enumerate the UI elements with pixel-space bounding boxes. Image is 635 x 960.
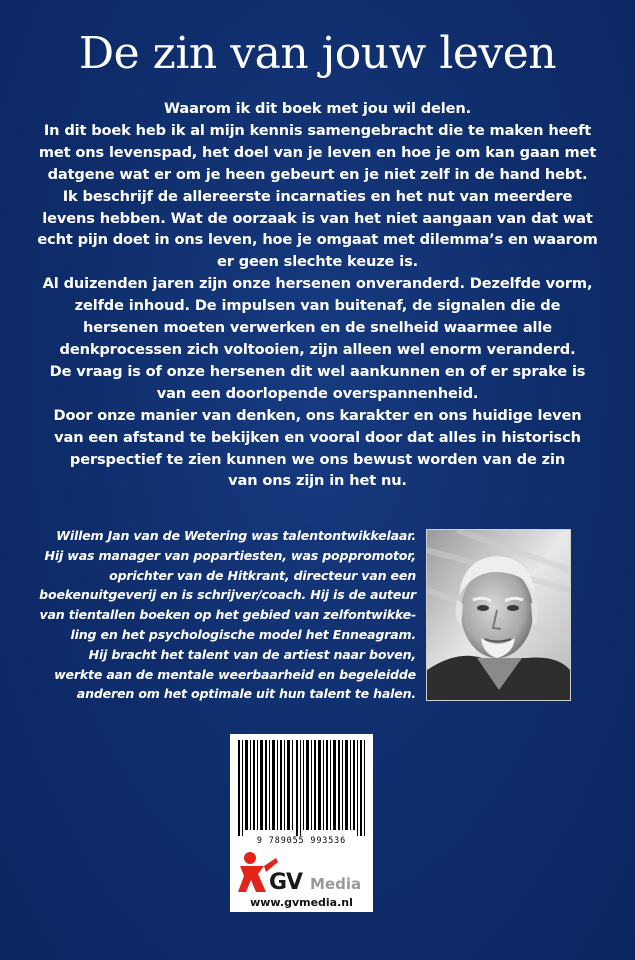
bio-line: Hij was manager van popartiesten, was poppromotor, [44, 547, 416, 563]
author-bio [36, 526, 416, 704]
blurb-line: er geen slechte keuze is. [216, 253, 419, 271]
publisher-logo [236, 848, 367, 896]
blurb-line: datgene wat er om je heen gebeurt en je niet zelf in de hand hebt. [47, 165, 588, 183]
bio-line: anderen om het optimale uit hun talent te halen. [76, 686, 416, 702]
blurb-line: echt pijn doet in ons leven, hoe je omgaat met dilemma’s en waarom [37, 231, 598, 249]
book-title: De zin van jouw leven [78, 28, 557, 79]
blurb-line: zelfde inhoud. De impulsen van buitenaf, de signalen die de [74, 297, 561, 315]
isbn-barcode [238, 740, 365, 836]
blurb-line: Door onze manier van denken, ons karakter en ons huidige leven [53, 406, 582, 424]
blurb-line: De vraag is of onze hersenen dit wel aankunnen en of er sprake is [49, 362, 586, 380]
bio-line: boekenuitgeverij en is schrijver/coach. Hij is de auteur [39, 587, 416, 603]
bio-line: oprichter van de Hitkrant, directeur van een [109, 567, 416, 583]
blurb-line: van ons zijn in het nu. [228, 472, 407, 490]
publisher-website: www.gvmedia.nl [250, 896, 353, 909]
blurb-line: Al duizenden jaren zijn onze hersenen onveranderd. Dezelfde vorm, [42, 275, 593, 293]
blurb-line: perspectief te zien kunnen we ons bewust worden van de zin [69, 450, 566, 468]
bio-line: werkte aan de mentale weerbaarheid en begeleidde [54, 666, 416, 682]
publisher-logo-media: Media [310, 875, 362, 893]
publisher-logo-gv: GV [269, 870, 303, 895]
bio-line: ling en het psychologische model het Enneagram. [70, 626, 416, 642]
bio-line: Hij bracht het talent van de artiest naar boven, [88, 646, 416, 662]
blurb-line: hersenen moeten verwerken en de snelheid waarmee alle [82, 319, 552, 337]
isbn-number: 9 789055 993536 [256, 835, 347, 845]
blurb-line: In dit boek heb ik al mijn kennis samengebracht die te maken heeft [43, 121, 592, 139]
blurb-line: denkprocessen zich voltooien, zijn alleen wel enorm veranderd. [59, 340, 576, 358]
blurb-text [28, 98, 607, 492]
bio-line: van tientallen boeken op het gebied van zelfontwikke- [39, 607, 416, 623]
barcode-panel [230, 734, 373, 912]
author-photo [426, 529, 571, 701]
blurb-line: met ons levenspad, het doel van je leven en hoe je om kan gaan met [38, 143, 597, 161]
blurb-line: van een doorlopende overspannenheid. [156, 384, 479, 402]
blurb-line: van een afstand te bekijken en vooral door dat alles in historisch [54, 428, 581, 446]
blurb-line: levens hebben. Wat de oorzaak is van het niet aangaan van dat wat [42, 209, 593, 227]
blurb-line: Waarom ik dit boek met jou wil delen. [163, 100, 472, 117]
blurb-line: Ik beschrijf de allereerste incarnaties en het nut van meerdere [62, 187, 573, 205]
bio-line: Willem Jan van de Wetering was talentontwikkelaar. [56, 528, 416, 543]
